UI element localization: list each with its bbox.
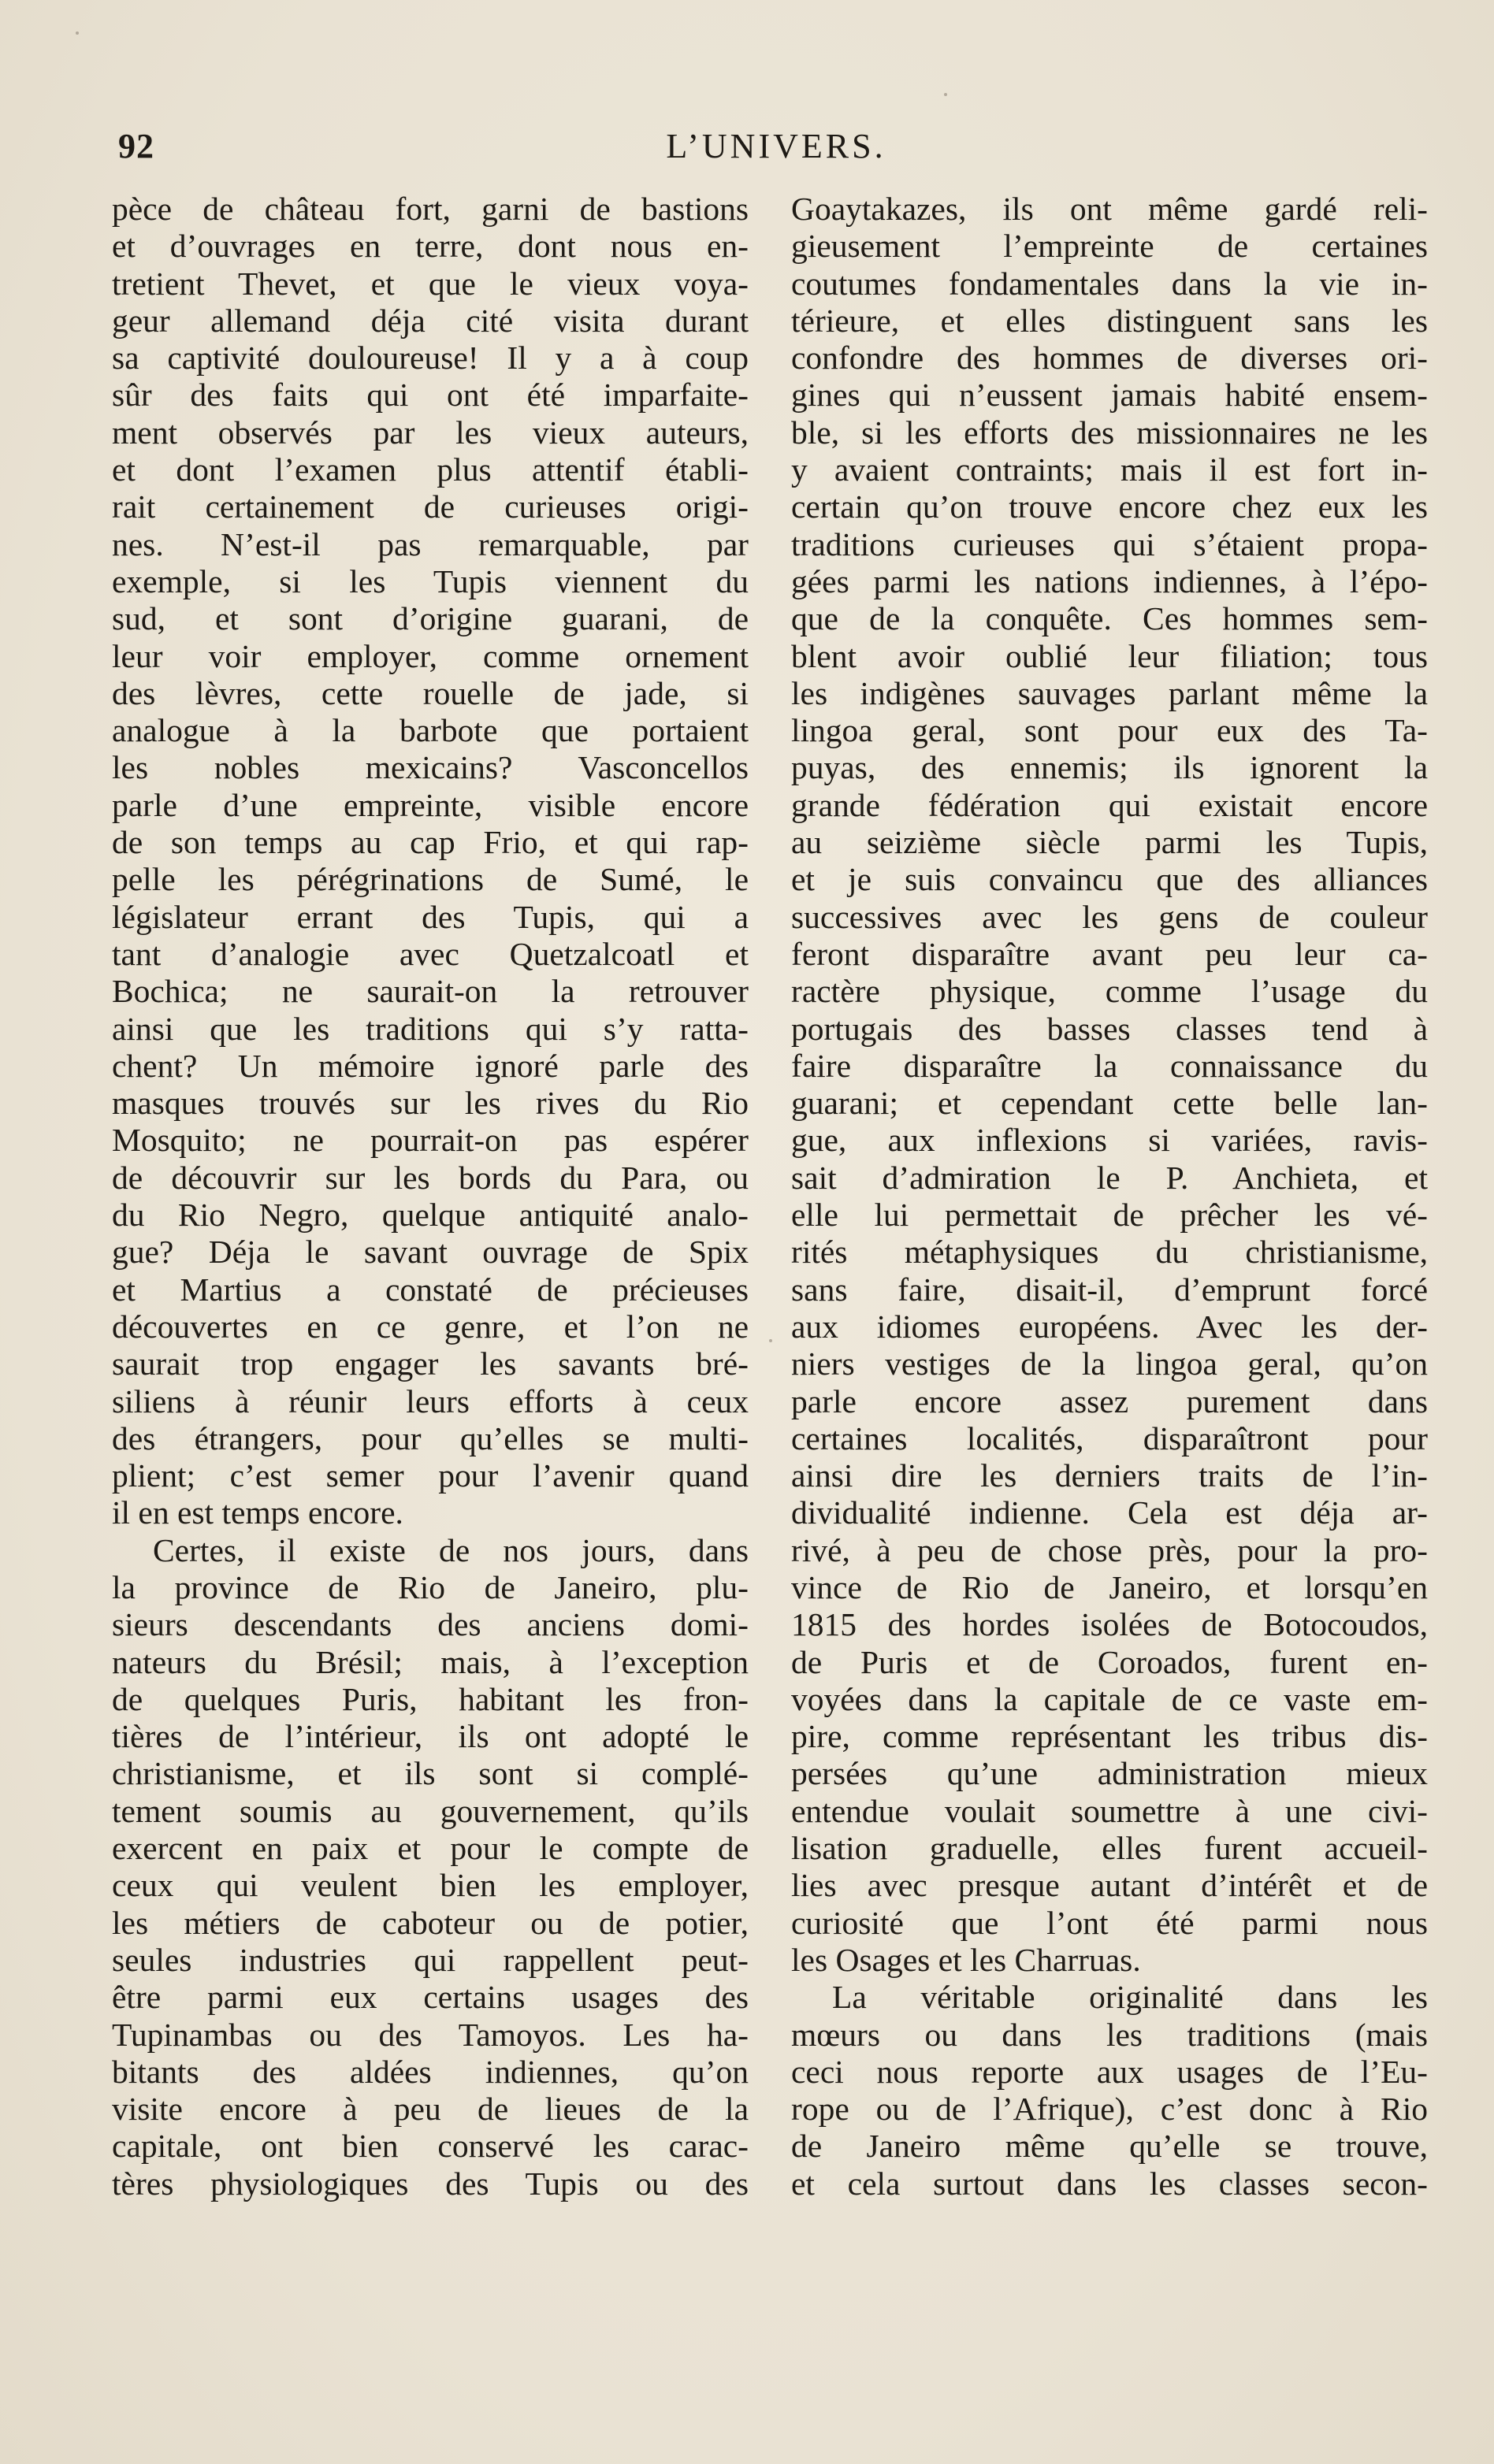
- right-column-text-line: dividualité indienne. Cela est déja ar-: [791, 1494, 1428, 1531]
- right-column-text-line: aux idiomes européens. Avec les der-: [791, 1308, 1428, 1345]
- right-column-text-line: térieure, et elles distinguent sans les: [791, 302, 1428, 339]
- right-column-text-line: gines qui n’eussent jamais habité ensem-: [791, 377, 1428, 414]
- left-column-text-line: de quelques Puris, habitant les fron-: [112, 1680, 749, 1717]
- left-column-text-line: des lèvres, cette rouelle de jade, si: [112, 674, 749, 711]
- left-column-text-line: visite encore à peu de lieues de la: [112, 2091, 749, 2128]
- right-column-text-line: gées parmi les nations indiennes, à l’épo-: [791, 562, 1428, 599]
- left-column-text-line: découvertes en ce genre, et l’on ne: [112, 1308, 749, 1345]
- right-column-text-line: certaines localités, disparaîtront pour: [791, 1419, 1428, 1457]
- left-column-text-line: il en est temps encore.: [112, 1494, 403, 1531]
- left-column-text-line: des étrangers, pour qu’elles se multi-: [112, 1419, 749, 1457]
- right-column-text-line: que de la conquête. Ces hommes sem-: [791, 600, 1428, 637]
- right-column-text-line: guarani; et cependant cette belle lan-: [791, 1085, 1428, 1122]
- page-number: 92: [118, 127, 154, 165]
- left-column-text-line: saurait trop engager les savants bré-: [112, 1345, 749, 1382]
- left-column-text-line: masques trouvés sur les rives du Rio: [112, 1085, 749, 1122]
- left-column: [112, 191, 749, 2202]
- left-column-text-line: les métiers de caboteur ou de potier,: [112, 1904, 749, 1941]
- left-column-text-line: sud, et sont d’origine guarani, de: [112, 600, 749, 637]
- left-column-text-line: tières de l’intérieur, ils ont adopté le: [112, 1718, 749, 1755]
- right-column-text-line: rités métaphysiques du christianisme,: [791, 1234, 1428, 1271]
- right-column-text-line: portugais des basses classes tend à: [791, 1010, 1428, 1047]
- right-column-text-line: parle encore assez purement dans: [791, 1382, 1428, 1419]
- left-column-text-line: gue? Déja le savant ouvrage de Spix: [112, 1234, 749, 1271]
- left-column-text-line: tant d’analogie avec Quetzalcoatl et: [112, 935, 749, 972]
- right-column-text-line: sans faire, disait-il, d’emprunt forcé: [791, 1271, 1428, 1308]
- left-column-text-line: nes. N’est-il pas remarquable, par: [112, 525, 749, 562]
- left-column-text-line: tères physiologiques des Tupis ou des: [112, 2165, 749, 2202]
- right-column-text-line: persées qu’une administration mieux: [791, 1755, 1428, 1792]
- right-column-text-line: gue, aux inflexions si variées, ravis-: [791, 1122, 1428, 1159]
- right-column-text-line: confondre des hommes de diverses ori-: [791, 340, 1428, 377]
- left-column-text-line: plient; c’est semer pour l’avenir quand: [112, 1457, 749, 1494]
- left-column-text-line: Tupinambas ou des Tamoyos. Les ha-: [112, 2016, 749, 2053]
- left-column-text-line: nateurs du Brésil; mais, à l’exception: [112, 1643, 749, 1680]
- left-column-text-line: seules industries qui rappellent peut-: [112, 1941, 749, 1978]
- left-column-text-line: exemple, si les Tupis viennent du: [112, 562, 749, 599]
- left-column-text-line: tretient Thevet, et que le vieux voya-: [112, 265, 749, 302]
- right-column-text-line: successives avec les gens de couleur: [791, 898, 1428, 935]
- right-column-text-line: curiosité que l’ont été parmi nous: [791, 1904, 1428, 1941]
- right-column-text-line: sait d’admiration le P. Anchieta, et: [791, 1159, 1428, 1196]
- right-column-text-line: lies avec presque autant d’intérêt et de: [791, 1867, 1428, 1904]
- right-column-text-line: y avaient contraints; mais il est fort in-: [791, 451, 1428, 488]
- right-column-text-line: lisation graduelle, elles furent accueil-: [791, 1830, 1428, 1867]
- left-column-text-line: de son temps au cap Frio, et qui rap-: [112, 824, 749, 861]
- left-column-text-line: sieurs descendants des anciens domi-: [112, 1606, 749, 1643]
- left-column-text-line: siliens à réunir leurs efforts à ceux: [112, 1382, 749, 1419]
- right-column-text-line: gieusement l’empreinte de certaines: [791, 228, 1428, 265]
- left-column-text-line: Bochica; ne saurait-on la retrouver: [112, 973, 749, 1010]
- right-column-text-line: les indigènes sauvages parlant même la: [791, 674, 1428, 711]
- left-column-text-line: analogue à la barbote que portaient: [112, 712, 749, 749]
- right-column-text-line: et je suis convaincu que des alliances: [791, 861, 1428, 898]
- left-column-text-line: parle d’une empreinte, visible encore: [112, 786, 749, 823]
- running-head: L’UNIVERS.: [666, 127, 886, 165]
- page-header: [110, 126, 1442, 173]
- left-column-text-line: ment observés par les vieux auteurs,: [112, 414, 749, 451]
- left-column-text-line: leur voir employer, comme ornement: [112, 637, 749, 674]
- left-column-text-line: rait certainement de curieuses origi-: [112, 488, 749, 525]
- right-column-text-line: ainsi dire les derniers traits de l’in-: [791, 1457, 1428, 1494]
- right-column-text-line: La véritable originalité dans les: [832, 1979, 1428, 2016]
- right-column-text-line: voyées dans la capitale de ce vaste em-: [791, 1680, 1428, 1717]
- right-column-text-line: elle lui permettait de prêcher les vé-: [791, 1197, 1428, 1234]
- right-column-text-line: au seizième siècle parmi les Tupis,: [791, 824, 1428, 861]
- right-column-text-line: les Osages et les Charruas.: [791, 1941, 1141, 1978]
- left-column-text-line: et Martius a constaté de précieuses: [112, 1271, 749, 1308]
- left-column-text-line: pèce de château fort, garni de bastions: [112, 191, 749, 227]
- left-column-text-line: législateur errant des Tupis, qui a: [112, 898, 749, 935]
- right-column-text-line: rivé, à peu de chose près, pour la pro-: [791, 1531, 1428, 1568]
- left-column-text-line: Mosquito; ne pourrait-on pas espérer: [112, 1122, 749, 1159]
- right-column-text-line: coutumes fondamentales dans la vie in-: [791, 265, 1428, 302]
- left-column-text-line: ainsi que les traditions qui s’y ratta-: [112, 1010, 749, 1047]
- left-column-text-line: la province de Rio de Janeiro, plu-: [112, 1568, 749, 1605]
- right-column-text-line: niers vestiges de la lingoa geral, qu’on: [791, 1345, 1428, 1382]
- left-column-text-line: chent? Un mémoire ignoré parle des: [112, 1047, 749, 1084]
- paper-speck: [769, 1339, 772, 1342]
- left-column-text-line: et d’ouvrages en terre, dont nous en-: [112, 228, 749, 265]
- left-column-text-line: Certes, il existe de nos jours, dans: [153, 1531, 749, 1568]
- right-column-text-line: traditions curieuses qui s’étaient propa-: [791, 525, 1428, 562]
- right-column-text-line: rope ou de l’Afrique), c’est donc à Rio: [791, 2091, 1428, 2128]
- left-column-text-line: pelle les pérégrinations de Sumé, le: [112, 861, 749, 898]
- right-column-text-line: certain qu’on trouve encore chez eux les: [791, 488, 1428, 525]
- right-column-text-line: mœurs ou dans les traditions (mais: [791, 2016, 1428, 2053]
- left-column-text-line: ceux qui veulent bien les employer,: [112, 1867, 749, 1904]
- right-column-text-line: 1815 des hordes isolées de Botocoudos,: [791, 1606, 1428, 1643]
- right-column-text-line: et cela surtout dans les classes secon-: [791, 2165, 1428, 2202]
- right-column-text-line: ractère physique, comme l’usage du: [791, 973, 1428, 1010]
- right-column-text-line: pire, comme représentant les tribus dis-: [791, 1718, 1428, 1755]
- left-column-text-line: les nobles mexicains? Vasconcellos: [112, 749, 749, 786]
- right-column: [791, 191, 1428, 2202]
- left-column-text-line: geur allemand déja cité visita durant: [112, 302, 749, 339]
- left-column-text-line: capitale, ont bien conservé les carac-: [112, 2128, 749, 2165]
- left-column-text-line: exercent en paix et pour le compte de: [112, 1830, 749, 1867]
- right-column-text-line: ble, si les efforts des missionnaires ne les: [791, 414, 1428, 451]
- left-column-text-line: bitants des aldées indiennes, qu’on: [112, 2053, 749, 2090]
- right-column-text-line: blent avoir oublié leur filiation; tous: [791, 637, 1428, 674]
- left-column-text-line: christianisme, et ils sont si complé-: [112, 1755, 749, 1792]
- right-column-text-line: Goaytakazes, ils ont même gardé reli-: [791, 191, 1428, 227]
- paper-speck: [76, 32, 79, 35]
- right-column-text-line: grande fédération qui existait encore: [791, 786, 1428, 823]
- left-column-text-line: et dont l’examen plus attentif établi-: [112, 451, 749, 488]
- right-column-text-line: entendue voulait soumettre à une civi-: [791, 1792, 1428, 1829]
- left-column-text-line: du Rio Negro, quelque antiquité analo-: [112, 1197, 749, 1234]
- right-column-text-line: faire disparaître la connaissance du: [791, 1047, 1428, 1084]
- right-column-text-line: lingoa geral, sont pour eux des Ta-: [791, 712, 1428, 749]
- left-column-text-line: être parmi eux certains usages des: [112, 1979, 749, 2016]
- right-column-text-line: ceci nous reporte aux usages de l’Eu-: [791, 2053, 1428, 2090]
- right-column-text-line: feront disparaître avant peu leur ca-: [791, 935, 1428, 972]
- left-column-text-line: tement soumis au gouvernement, qu’ils: [112, 1792, 749, 1829]
- right-column-text-line: de Janeiro même qu’elle se trouve,: [791, 2128, 1428, 2165]
- paper-speck: [944, 93, 947, 96]
- right-column-text-line: puyas, des ennemis; ils ignorent la: [791, 749, 1428, 786]
- right-column-text-line: de Puris et de Coroados, furent en-: [791, 1643, 1428, 1680]
- left-column-text-line: sûr des faits qui ont été imparfaite-: [112, 377, 749, 414]
- left-column-text-line: de découvrir sur les bords du Para, ou: [112, 1159, 749, 1196]
- left-column-text-line: sa captivité douloureuse! Il y a à coup: [112, 340, 749, 377]
- right-column-text-line: vince de Rio de Janeiro, et lorsqu’en: [791, 1568, 1428, 1605]
